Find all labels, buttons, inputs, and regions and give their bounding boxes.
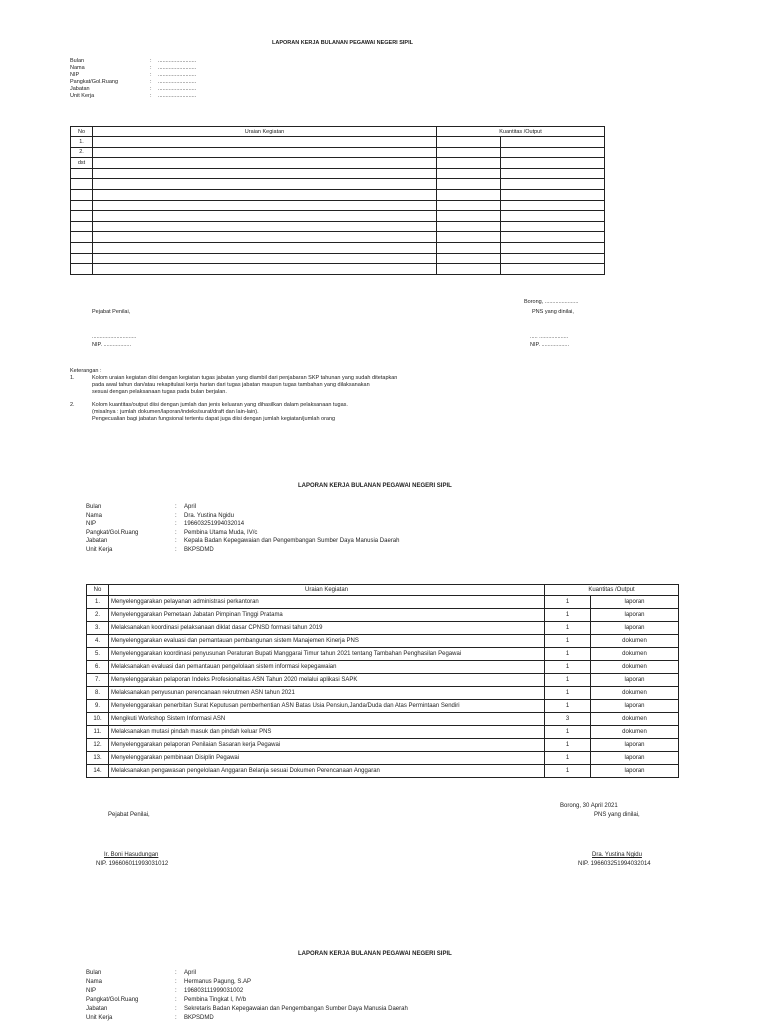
field-value: Dra. Yustina Ngidu — [184, 512, 234, 519]
field-label: Unit Kerja — [86, 546, 113, 553]
field-value: ......................... — [158, 93, 197, 99]
note-line: sesuai dengan pelaksanaan tugas pada bulan berjalan. — [92, 389, 227, 395]
field-colon: : — [150, 58, 152, 64]
field-colon: : — [175, 970, 177, 976]
note-line: Kolom uraian kegiatan diisi dengan kegiatan tugas jabatan yang diambil dari penjabaran SKP tahunan yang sudah ditetapkan — [92, 375, 398, 381]
field-colon: : — [150, 93, 152, 99]
field-colon: : — [150, 72, 152, 78]
row-unit: laporan — [591, 596, 679, 609]
row-number: 7. — [87, 674, 109, 687]
field-colon: : — [150, 79, 152, 85]
row-number: 5. — [87, 648, 109, 661]
field-colon: : — [150, 65, 152, 71]
header-kuantitas: Kuantitas /Output — [545, 585, 679, 596]
row-number: 6. — [87, 661, 109, 674]
row-qty: 1 — [545, 726, 591, 739]
row-qty: 1 — [545, 596, 591, 609]
field-value: Pembina Utama Muda, IV/c — [184, 529, 258, 536]
field-value: Kepala Badan Kepegawaian dan Pengembangan Sumber Daya Manusia Daerah — [184, 538, 400, 544]
field-label: Jabatan — [70, 86, 90, 92]
row-qty: 1 — [545, 635, 591, 648]
field-label: Jabatan — [86, 1006, 108, 1012]
field-label: NIP — [86, 988, 97, 994]
field-colon: : — [175, 979, 177, 985]
field-unit-kerja — [86, 1015, 686, 1024]
field-value: Sekretaris Badan Kepegawaian dan Pengembangan Sumber Daya Manusia Daerah — [184, 1006, 408, 1012]
row-number: 13. — [87, 752, 109, 765]
form-title: LAPORAN KERJA BULANAN PEGAWAI NEGERI SIPIL — [298, 951, 452, 957]
row-number: 1. — [71, 137, 93, 148]
place-date: Borong, ...................... — [524, 299, 579, 305]
field-colon: : — [175, 529, 177, 536]
field-colon: : — [175, 504, 177, 510]
row-uraian: Melaksanakan penyusunan perencanaan rekrutmen ASN tahun 2021 — [109, 687, 545, 700]
row-unit: dokumen — [591, 713, 679, 726]
field-colon: : — [175, 538, 177, 544]
row-unit: laporan — [591, 609, 679, 622]
field-label: Unit Kerja — [86, 1015, 113, 1021]
note-number: 2. — [70, 402, 75, 408]
note-line: (misalnya : jumlah dokumen/laporan/indeks/surat/draft dan lain-lain). — [92, 409, 259, 415]
field-label: NIP — [70, 72, 80, 78]
left-signer-name: Ir. Boni Hasudungan — [104, 852, 159, 858]
row-qty: 1 — [545, 661, 591, 674]
row-qty: 1 — [545, 622, 591, 635]
field-label: Jabatan — [86, 538, 108, 544]
field-label: Pangkat/Gol.Ruang — [70, 79, 119, 85]
form-title: LAPORAN KERJA BULANAN PEGAWAI NEGERI SIPIL — [298, 483, 452, 489]
left-signer-nip: NIP. 196606011993031012 — [96, 861, 169, 867]
field-colon: : — [175, 988, 177, 994]
field-value: ......................... — [158, 58, 197, 64]
right-signer-name: Dra. Yustina Ngidu — [592, 852, 642, 858]
note-line: pada awal tahun dan/atau rekapitulasi kerja harian dari tugas jabatan maupun tugas tambahan yang dilaksanakan — [92, 382, 370, 388]
row-uraian: Menyelenggarakan pelaporan Penilaian Sasaran kerja Pegawai — [109, 739, 545, 752]
field-value: ......................... — [158, 65, 197, 71]
row-unit: dokumen — [591, 635, 679, 648]
field-bulan — [86, 970, 686, 979]
row-number: 2. — [87, 609, 109, 622]
field-label: Bulan — [70, 58, 85, 64]
field-value: 196803111999031002 — [184, 988, 244, 994]
row-number: dst — [71, 158, 93, 169]
row-qty: 3 — [545, 713, 591, 726]
row-number: 8. — [87, 687, 109, 700]
field-value: ......................... — [158, 86, 197, 92]
row-qty: 1 — [545, 687, 591, 700]
right-sign-title: PNS yang dinilai, — [594, 812, 640, 818]
right-nip: NIP. .................. — [530, 342, 570, 348]
row-unit: laporan — [591, 765, 679, 778]
row-qty: 1 — [545, 739, 591, 752]
field-colon: : — [175, 1015, 177, 1021]
row-unit: dokumen — [591, 687, 679, 700]
field-value: Pembina Tingkat I, IV/b — [184, 997, 247, 1003]
identity-header — [86, 970, 686, 1024]
row-unit: dokumen — [591, 726, 679, 739]
row-uraian: Menyelenggarakan penerbitan Surat Keputusan pemberhentian ASN Batas Usia Pensiun,Janda/Duda dan Atas Permintaan Sendiri — [109, 700, 545, 713]
field-value: April — [184, 970, 197, 976]
row-qty: 1 — [545, 700, 591, 713]
right-signer-nip: NIP. 196603251994032014 — [578, 861, 651, 867]
field-label: NIP — [86, 521, 97, 527]
left-sign-title: Pejabat Penilai, — [108, 812, 150, 818]
row-uraian: Mengikuti Workshop Sistem Informasi ASN — [109, 713, 545, 726]
field-value: BKPSDMD — [184, 1015, 214, 1021]
row-uraian: Menyelenggarakan pelaporan Indeks Profesionalitas ASN Tahun 2020 melalui aplikasi SAPK — [109, 674, 545, 687]
place-date: Borong, 30 April 2021 — [560, 803, 618, 809]
header-uraian: Uraian Kegiatan — [93, 127, 437, 137]
right-name-line: ..... ................... — [530, 334, 569, 340]
header-no: No — [87, 585, 109, 596]
row-unit: laporan — [591, 622, 679, 635]
row-unit: laporan — [591, 752, 679, 765]
header-uraian: Uraian Kegiatan — [109, 585, 545, 596]
row-uraian: Menyelenggarakan Pemetaan Jabatan Pimpinan Tinggi Pratama — [109, 609, 545, 622]
row-number: 12. — [87, 739, 109, 752]
row-unit: laporan — [591, 674, 679, 687]
notes-title: Keterangan : — [70, 368, 102, 374]
row-uraian: Melaksanakan pengawasan pengelolaan Anggaran Belanja sesuai Dokumen Perencanaan Anggaran — [109, 765, 545, 778]
field-nama — [86, 979, 686, 988]
header-kuantitas: Kuantitas /Output — [437, 127, 605, 137]
row-uraian: Menyelenggarakan pembinaan Disiplin Pegawai — [109, 752, 545, 765]
field-colon: : — [175, 997, 177, 1003]
field-colon: : — [175, 512, 177, 519]
note-line: Kolom kuantitas/output diisi dengan jumlah dan jenis keluaran yang dihasilkan dalam pelaksanaan tugas. — [92, 402, 348, 408]
note-number: 1. — [70, 375, 75, 381]
field-label: Bulan — [86, 504, 102, 510]
field-value: April — [184, 504, 197, 510]
field-value: BKPSDMD — [184, 546, 214, 553]
field-label: Pangkat/Gol.Ruang — [86, 529, 139, 536]
row-qty: 1 — [545, 674, 591, 687]
row-number: 4. — [87, 635, 109, 648]
field-value: 196603251994032014 — [184, 521, 245, 527]
field-value: Hermanus Pagung, S.AP — [184, 979, 252, 985]
field-label: Nama — [70, 65, 85, 71]
header-no: No — [71, 127, 93, 137]
field-jabatan — [86, 1006, 686, 1015]
row-unit: dokumen — [591, 648, 679, 661]
field-value: ......................... — [158, 72, 197, 78]
row-number: 9. — [87, 700, 109, 713]
row-qty: 1 — [545, 752, 591, 765]
form-title: LAPORAN KERJA BULANAN PEGAWAI NEGERI SIPIL — [272, 40, 413, 46]
row-uraian: Melaksanakan koordinasi pelaksanaan diklat dasar CPNSD formasi tahun 2019 — [109, 622, 545, 635]
field-colon: : — [175, 1006, 177, 1012]
field-label: Bulan — [86, 970, 102, 976]
row-number: 1. — [87, 596, 109, 609]
row-uraian: Menyelenggarakan pelayanan administrasi perkantoran — [109, 596, 545, 609]
field-value: ......................... — [158, 79, 197, 85]
row-qty: 1 — [545, 765, 591, 778]
field-label: Unit Kerja — [70, 93, 95, 99]
row-number: 3. — [87, 622, 109, 635]
left-nip: NIP. .................. — [92, 342, 132, 348]
field-colon: : — [150, 86, 152, 92]
row-unit: laporan — [591, 739, 679, 752]
field-pangkat — [86, 997, 686, 1006]
field-colon: : — [175, 546, 177, 553]
row-unit: laporan — [591, 700, 679, 713]
note-line: Pengecualian bagi jabatan fungsional tertentu dapat juga diisi dengan jumlah kegiatan/jumlah orang — [92, 416, 336, 422]
row-number: 11. — [87, 726, 109, 739]
right-sign-title: PNS yang dinilai, — [532, 309, 574, 315]
row-uraian: Menyelenggarakan evaluasi dan pemantauan pembangunan sistem Manajemen Kinerja PNS — [109, 635, 545, 648]
row-number: 14. — [87, 765, 109, 778]
field-colon: : — [175, 521, 177, 527]
left-sign-title: Pejabat Penilai, — [92, 309, 131, 315]
row-number: 2. — [71, 147, 93, 158]
row-uraian: Menyelenggarakan koordinasi penyusunan Peraturan Bupati Manggarai Timur tahun 2021 tentang Tambahan Penghasilan Pegawai — [109, 648, 545, 661]
row-qty: 1 — [545, 609, 591, 622]
row-uraian: Melaksanakan mutasi pindah masuk dan pindah keluar PNS — [109, 726, 545, 739]
row-number: 10. — [87, 713, 109, 726]
field-label: Nama — [86, 512, 103, 519]
left-name-line: ............................. — [92, 334, 137, 340]
row-uraian: Melaksanakan evaluasi dan pemantauan pengelolaan sistem informasi kepegawaian — [109, 661, 545, 674]
row-qty: 1 — [545, 648, 591, 661]
field-nip — [86, 988, 686, 997]
field-label: Pangkat/Gol.Ruang — [86, 997, 139, 1003]
row-unit: dokumen — [591, 661, 679, 674]
field-label: Nama — [86, 979, 103, 985]
